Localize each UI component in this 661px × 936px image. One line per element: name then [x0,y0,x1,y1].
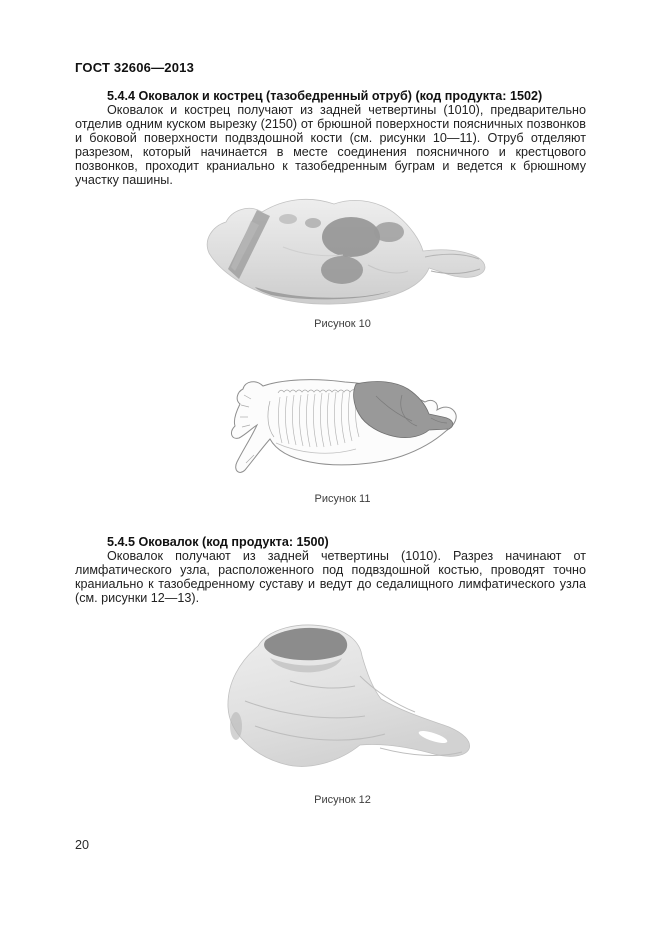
figure-10-image [193,195,493,311]
figure-11-caption: Рисунок 11 [314,493,371,505]
figure-10 [75,195,610,311]
document-header: ГОСТ 32606—2013 [75,60,194,75]
figure-11-image [226,371,460,483]
figure-12-image [200,616,485,776]
section-5-4-4-heading: 5.4.4 Оковалок и кострец (тазобедренный отруб) (код продукта: 1502) [107,89,543,103]
page-number: 20 [75,838,90,852]
section-5-4-5-heading: 5.4.5 Оковалок (код продукта: 1500) [107,535,329,549]
figure-10-caption: Рисунок 10 [314,318,371,330]
section-5-4-4-body: Оковалок и кострец получают из задней четвертины (1010), предварительно отделив одним куском вырезку (2150) от брюшной поверхности поясничных позвонков и боковой поверхности подвздошной кости (см. рисунки 10—11). Отруб отделяют разрезом, который начинается в месте соединения поясничного и крестцового позвонков, проходит краниально к тазобедренным буграм и ведется к брюшному участку пашины. [75,103,586,187]
section-5-4-5-body: Оковалок получают из задней четвертины (1010). Разрез начинают от лимфатического узла, расположенного под подвздошной костью, проводят точно краниально к тазобедренному суставу и ведут до седалищного лимфатического узла (см. рисунки 12—13). [75,549,586,605]
figure-12-caption: Рисунок 12 [314,794,371,806]
figure-12 [75,616,610,776]
figure-11 [75,371,610,483]
